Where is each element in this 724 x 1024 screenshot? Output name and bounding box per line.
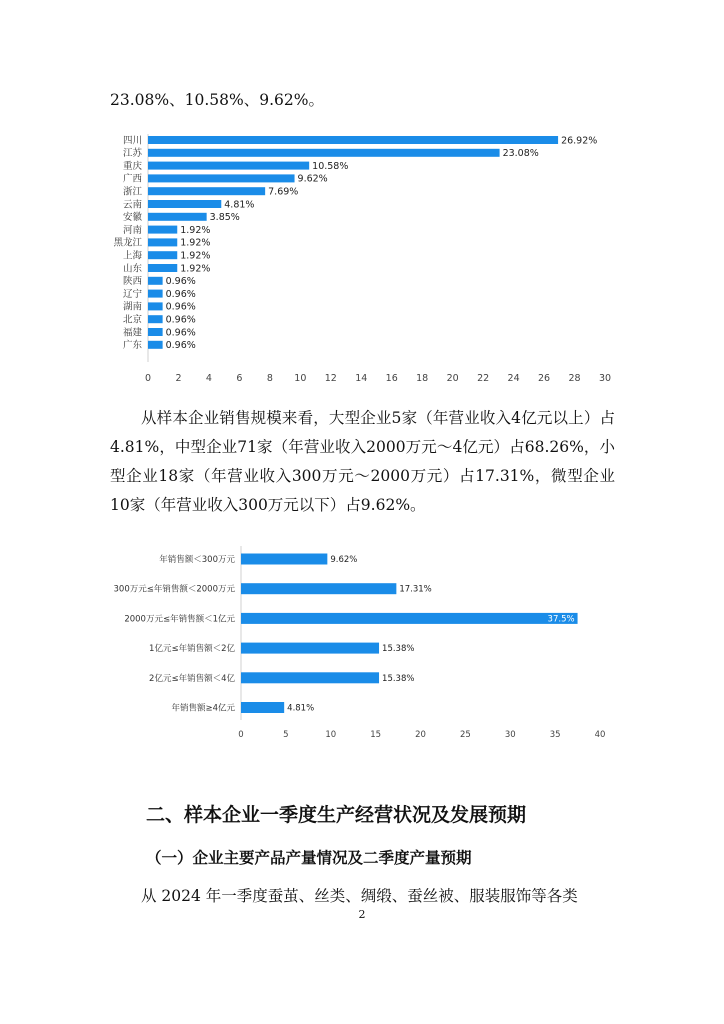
data-label: 10.58% (312, 160, 349, 172)
category-label: 广西 (122, 173, 142, 185)
x-tick-label: 24 (507, 373, 520, 384)
x-tick-label: 14 (355, 373, 368, 384)
bar (148, 341, 163, 349)
data-label: 26.92% (561, 135, 598, 147)
category-label: 浙江 (122, 186, 142, 198)
x-tick-label: 35 (549, 730, 561, 740)
bar (148, 200, 221, 208)
bar (148, 174, 295, 182)
data-label: 9.62% (330, 554, 358, 565)
category-label: 陕西 (122, 276, 142, 288)
section-heading: 二、样本企业一季度生产经营状况及发展预期 (146, 804, 527, 826)
bar (148, 149, 500, 157)
bar (148, 226, 177, 234)
bar (241, 583, 396, 594)
category-label: 北京 (122, 314, 142, 326)
data-label: 0.96% (165, 340, 196, 352)
data-label: 7.69% (268, 186, 299, 198)
x-tick-label: 22 (477, 373, 490, 384)
x-tick-label: 20 (446, 373, 459, 384)
bar (148, 136, 558, 144)
category-label: 300万元≤年销售额＜2000万元 (113, 584, 235, 595)
bar (148, 277, 163, 285)
x-tick-label: 18 (416, 373, 429, 384)
category-label: 黑龙江 (113, 237, 142, 249)
data-label: 0.96% (165, 327, 196, 339)
category-label: 四川 (122, 135, 142, 147)
x-tick-label: 30 (504, 730, 516, 740)
data-label: 4.81% (287, 703, 315, 714)
bar (148, 238, 177, 246)
category-label: 重庆 (122, 160, 142, 172)
data-label: 15.38% (382, 644, 415, 655)
data-label: 3.85% (209, 212, 240, 224)
x-tick-label: 2 (175, 373, 182, 384)
x-tick-label: 8 (266, 373, 273, 384)
data-label: 0.96% (165, 276, 196, 288)
x-tick-label: 0 (144, 373, 152, 384)
x-tick-label: 5 (283, 730, 289, 740)
data-label: 1.92% (180, 237, 211, 249)
category-label: 年销售额≥4亿元 (171, 703, 235, 714)
data-label: 23.08% (502, 148, 539, 160)
data-label: 1.92% (180, 250, 211, 262)
bar (148, 315, 163, 323)
x-tick-label: 4 (205, 373, 212, 384)
x-tick-label: 10 (325, 730, 337, 740)
data-label: 37.5% (547, 614, 575, 625)
category-label: 上海 (122, 250, 142, 262)
x-tick-label: 6 (236, 373, 243, 384)
category-label: 辽宁 (122, 288, 142, 300)
x-tick-label: 0 (238, 730, 244, 740)
scale-paragraph: 从样本企业销售规模来看，大型企业5家（年营业收入4亿元以上）占4.81%，中型企业71家（年营业收入2000万元～4亿元）占68.26%，小型企业18家（年营业收入300万元～2000万元）占17.31%，微型企业10家（年营业收入300万元以下）占9.62%。 (110, 409, 615, 514)
bar (148, 187, 265, 195)
category-label: 1亿元≤年销售额＜2亿 (149, 644, 235, 655)
data-label: 0.96% (165, 314, 196, 326)
bar (241, 613, 578, 624)
category-label: 年销售额＜300万元 (159, 554, 235, 565)
bar (148, 162, 309, 170)
bar (241, 672, 379, 683)
data-label: 0.96% (165, 288, 196, 300)
category-label: 江苏 (122, 148, 142, 160)
x-tick-label: 16 (385, 373, 398, 384)
bar (148, 251, 177, 259)
top-line: 23.08%、10.58%、9.62%。 (110, 91, 324, 109)
bar (241, 643, 379, 654)
data-label: 15.38% (382, 673, 415, 684)
x-tick-label: 28 (568, 373, 581, 384)
x-tick-label: 40 (594, 730, 606, 740)
data-label: 1.92% (180, 263, 211, 275)
bar (148, 290, 163, 298)
bar (148, 328, 163, 336)
data-label: 0.96% (165, 301, 196, 313)
last-paragraph: 从 2024 年一季度蚕茧、丝类、绸缎、蚕丝被、服装服饰等各类 (141, 887, 578, 905)
x-tick-label: 20 (415, 730, 426, 740)
bar (241, 554, 327, 565)
bar (148, 213, 207, 221)
x-tick-label: 12 (324, 373, 337, 384)
category-label: 福建 (122, 327, 142, 339)
x-tick-label: 26 (538, 373, 551, 384)
x-tick-label: 30 (598, 373, 612, 384)
data-label: 4.81% (224, 199, 255, 211)
bar (148, 264, 177, 272)
bar (241, 702, 284, 713)
subsection-heading: （一）企业主要产品产量情况及二季度产量预期 (146, 849, 472, 867)
category-label: 广东 (122, 340, 142, 352)
bar (148, 302, 163, 310)
x-tick-label: 10 (294, 373, 307, 384)
category-label: 2亿元≤年销售额＜4亿 (149, 673, 235, 684)
data-label: 17.31% (399, 584, 432, 595)
category-label: 2000万元≤年销售额＜1亿元 (124, 614, 235, 625)
category-label: 安徽 (122, 212, 142, 224)
category-label: 云南 (122, 199, 142, 211)
page-number: 2 (358, 908, 366, 921)
category-label: 湖南 (122, 301, 142, 313)
x-tick-label: 25 (459, 730, 471, 740)
category-label: 山东 (122, 263, 142, 275)
data-label: 1.92% (180, 224, 211, 236)
category-label: 河南 (122, 224, 142, 236)
x-tick-label: 15 (370, 730, 382, 740)
data-label: 9.62% (297, 173, 328, 185)
